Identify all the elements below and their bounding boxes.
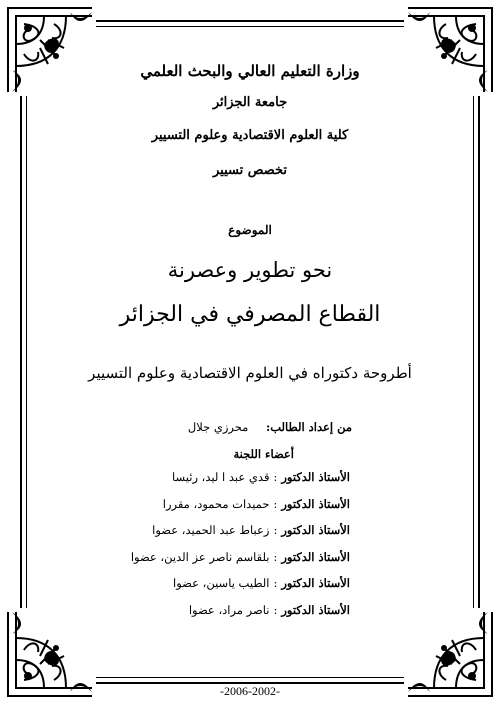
specialty-label: تخصص تسيير	[213, 163, 287, 178]
corner-ornament-icon	[4, 4, 96, 96]
committee-member	[50, 467, 350, 494]
corner-ornament-icon	[404, 4, 496, 96]
member-name: بلقاسم ناصر عز الدين، عضوا	[130, 549, 270, 564]
member-separator: :	[273, 523, 278, 537]
member-separator: :	[273, 602, 278, 617]
university-name: جامعة الجزائر	[212, 95, 288, 110]
member-title: الأستاذ الدكتور	[281, 549, 350, 564]
committee-member	[50, 600, 350, 627]
member-title: الأستاذ الدكتور	[281, 576, 350, 590]
member-separator: :	[273, 496, 278, 511]
border-top	[96, 20, 404, 22]
border-bottom-inner	[96, 677, 404, 678]
committee-member	[50, 547, 350, 574]
member-name: زعباط عبد الحميد، عضوا	[152, 523, 270, 537]
member-separator: :	[273, 470, 278, 484]
committee-members	[50, 467, 350, 626]
member-name: حميدات محمود، مقررا	[162, 496, 270, 511]
prepared-by	[188, 420, 352, 434]
member-title: الأستاذ الدكتور	[281, 602, 350, 617]
academic-year: -2006-2002-	[220, 684, 280, 698]
member-name: الطيب ياسين، عضوا	[173, 576, 270, 590]
committee-member	[50, 573, 350, 600]
member-name: ناصر مراد، عضوا	[188, 602, 270, 617]
thesis-title-line-2: القطاع المصرفي في الجزائر	[119, 302, 381, 327]
member-title: الأستاذ الدكتور	[281, 523, 350, 537]
thesis-title-line-1: نحو تطوير وعصرنة	[167, 258, 333, 282]
prepared-by-label: من إعداد الطالب:	[265, 420, 352, 434]
ministry-name: وزارة التعليم العالي والبحث العلمي	[140, 62, 360, 80]
member-separator: :	[273, 549, 278, 564]
member-title: الأستاذ الدكتور	[281, 470, 350, 484]
border-top-inner	[96, 26, 404, 27]
committee-title: أعضاء اللجنة	[233, 447, 294, 461]
member-name: قدي عبد ا ليد، رئيسا	[172, 470, 270, 484]
thesis-type: أطروحة دكتوراه في العلوم الاقتصادية وعلوم التسيير	[88, 364, 412, 382]
member-separator: :	[273, 576, 278, 590]
student-name: محرزي جلال	[187, 420, 249, 434]
member-title: الأستاذ الدكتور	[281, 496, 350, 511]
committee-member	[50, 520, 350, 547]
committee-member	[50, 494, 350, 521]
faculty-name: كلية العلوم الاقتصادية وعلوم التسيير	[151, 128, 349, 143]
subject-label: الموضوع	[228, 223, 272, 237]
